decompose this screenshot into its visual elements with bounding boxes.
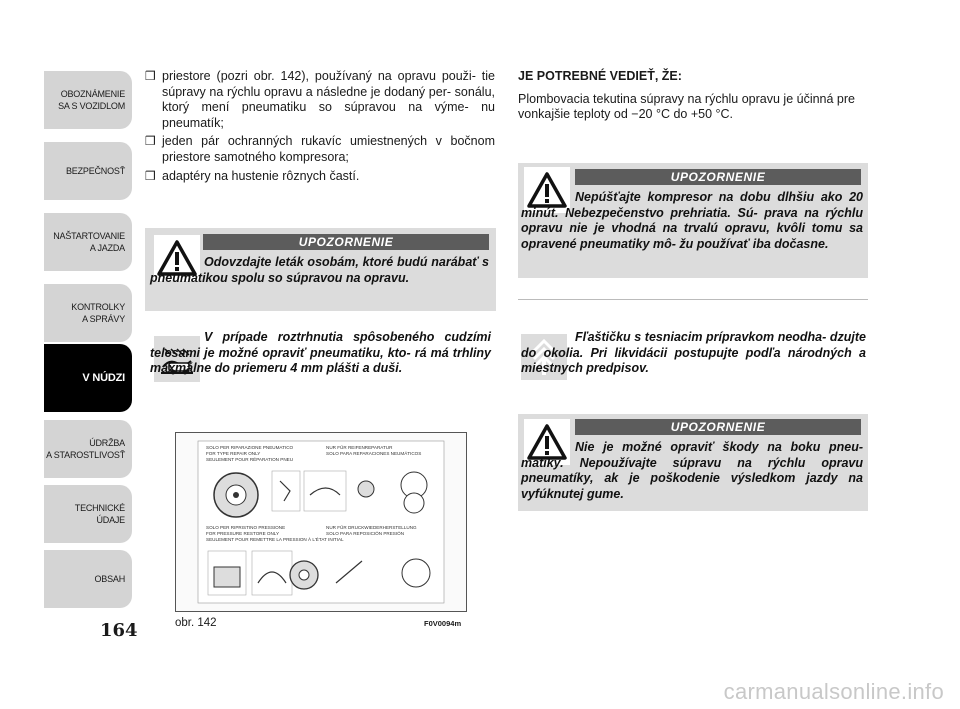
list-item <box>145 69 495 131</box>
list-item-text: adaptéry na hustenie rôznych častí. <box>162 168 360 183</box>
figure-kit-label <box>175 432 467 612</box>
figure-label-line: NUR FÜR REIFENREPARATUR <box>326 445 393 450</box>
environment-note-box <box>518 328 868 390</box>
checkbox-bullet-icon: ❒ <box>145 69 156 83</box>
figure-label-line: NUR FÜR DRUCKWIEDERHERSTELLUNG <box>326 525 417 530</box>
warning-text: Nie je možné opraviť škody na boku pneu- matiky. Nepoužívajte súpravu na rýchlu opravu pneumatíky, ak je poškodenie výsledkom jazdy na vyfúknutej gume. <box>521 440 863 501</box>
watermark: carmanualsonline.info <box>723 679 944 704</box>
info-section <box>518 69 868 123</box>
figure-label-line: SEULEMENT POUR RÉPARATION PNEU <box>206 457 294 462</box>
sidebar-tab-oboznamenie[interactable]: OBOZNÁMENIE SA S VOZIDLOM <box>44 71 132 129</box>
sidebar-tab-udrzba[interactable]: ÚDRŽBA A STAROSTLIVOSŤ <box>44 420 132 478</box>
warning-box <box>145 228 496 311</box>
warning-box <box>518 163 868 278</box>
figure-label-line: SOLO PARA REPOSICIÓN PRESIÓN <box>326 531 405 536</box>
list-item <box>145 169 495 185</box>
warning-title: UPOZORNENIE <box>203 234 489 250</box>
figure-caption: obr. 142 <box>175 617 217 629</box>
kit-label-illustration <box>176 433 466 611</box>
page-number: 164 <box>100 620 138 641</box>
section-heading: JE POTREBNÉ VEDIEŤ, ŽE: <box>518 69 682 83</box>
divider <box>518 299 868 300</box>
sidebar-tab-kontrolky[interactable]: KONTROLKY A SPRÁVY <box>44 284 132 342</box>
sidebar-tab-bezpecnost[interactable]: BEZPEČNOSŤ <box>44 142 132 200</box>
sidebar-tab-nastartovanie[interactable]: NAŠTARTOVANIE A JAZDA <box>44 213 132 271</box>
note-box <box>145 328 496 405</box>
warning-text: Nepúšťajte kompresor na dobu dlhšiu ako 20 minút. Nebezpečenstvo prehriatia. Sú- prava na rýchlu opravu nie je vhodná na trvalú opravu, kvôli tomu sa opravené pneumatiky mô- žu používať iba dočasne. <box>521 190 863 251</box>
environment-note-text: Fľaštičku s tesniacim prípravkom neodha- dzujte do okolia. Pri likvidácii postupujte podľa národných a miestnych predpisov. <box>521 330 866 376</box>
sidebar-tab-obsah[interactable]: OBSAH <box>44 550 132 608</box>
checkbox-bullet-icon: ❒ <box>145 134 156 149</box>
warning-title: UPOZORNENIE <box>575 419 861 435</box>
figure-label-line: SOLO PER RIPARAZIONE PNEUMATICO <box>206 445 294 450</box>
figure-label-line: SOLO PARA REPARACIONES NEUMÁTICOS <box>326 451 422 456</box>
checkbox-bullet-icon: ❒ <box>145 168 156 183</box>
note-text: V prípade roztrhnutia spôsobeného cudzími telesami je možné opraviť pneumatiku, kto- rá má trhliny maxmálne do priemeru 4 mm plášti a duši. <box>150 330 491 376</box>
sidebar-tab-v-nudzi[interactable]: V NÚDZI <box>44 344 132 412</box>
info-paragraph: Plombovacia tekutina súpravy na rýchlu opravu je účinná pre vonkajšie teploty od −20 °C do +50 °C. <box>518 91 855 122</box>
list-item-text: jeden pár ochranných rukavíc umiestnených v bočnom priestore samotného kompresora; <box>162 134 495 164</box>
list-item-text: priestore (pozri obr. 142), používaný na opravu použi- tie súpravy na rýchlu opravu a následne je dodaný per- sonálu, ktorý mení pneumatiku so súpravou na výme- nu pneumatík; <box>162 69 495 130</box>
warning-text: Odovzdajte leták osobám, ktoré budú narábať s pneumatikou spolu so súpravou na opravu. <box>150 255 489 285</box>
sidebar-tab-technicke[interactable]: TECHNICKÉ ÚDAJE <box>44 485 132 543</box>
figure-code: F0V0094m <box>424 619 462 628</box>
figure-label-line: SEULEMENT POUR REMETTRE LA PRESSION À L'ÉTAT INITIAL <box>206 537 344 542</box>
bullet-list <box>145 69 495 187</box>
figure-label-line: FOR TYPE REPAIR ONLY <box>206 451 261 456</box>
figure-label-line: FOR PRESSURE RESTORE ONLY <box>206 531 280 536</box>
warning-box <box>518 414 868 511</box>
figure-label-line: SOLO PER RIPRISTINO PRESSIONE <box>206 525 286 530</box>
warning-title: UPOZORNENIE <box>575 169 861 185</box>
list-item <box>145 134 495 165</box>
